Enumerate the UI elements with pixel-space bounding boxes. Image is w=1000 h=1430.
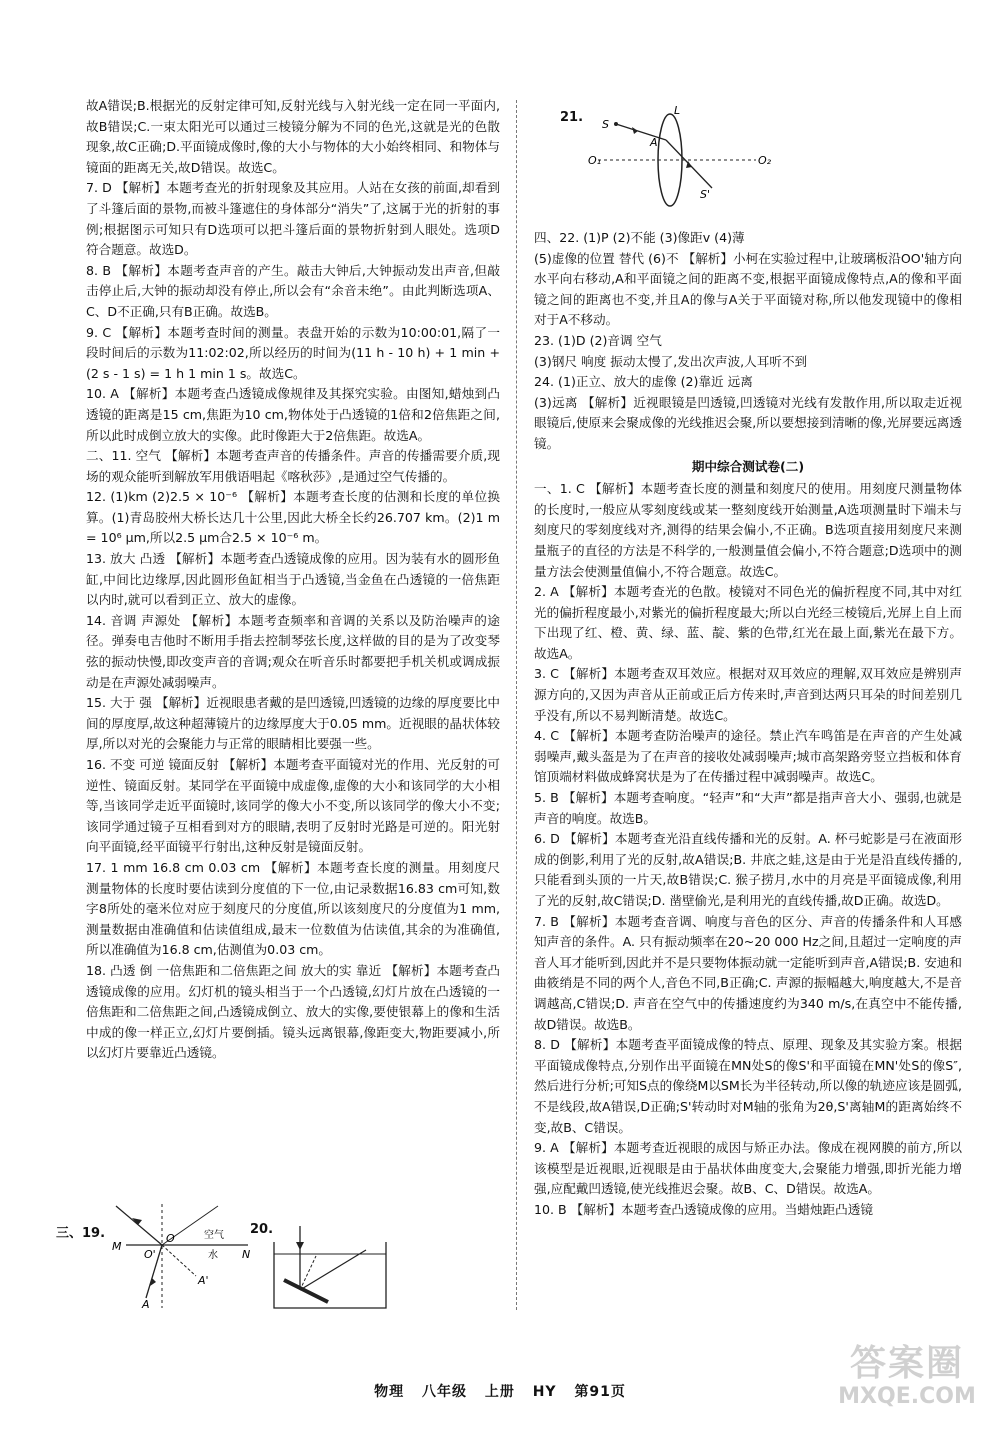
column-divider — [516, 100, 517, 1310]
answer-paragraph: 7. B 【解析】本题考查音调、响度与音色的区分、声音的传播条件和人耳感知声音的条件。A. 只有振动频率在20~20 000 Hz之间,且超过一定响度的声音人耳才能听到,因此并不是只要物体振动就一定能听到声音,A错误;B. 安迪和曲筱绡是不同的两个人,音色不同,B正确;C. 声源的振幅越大,响度越大,不是音调越高,C错误;D. 声音在空气中的传播速度约为340 m/s,在真空中不能传播,故D错误。故选B。 — [534, 913, 962, 1032]
fig19-letter-m: M — [112, 1240, 122, 1253]
answer-paragraph: 9. A 【解析】本题考查近视眼的成因与矫正办法。像成在视网膜的前方,所以该模型是近视眼,近视眼是由于晶状体曲度变大,会聚能力增强,即折光能力增强,应配戴凹透镜,使光线推迟会聚。故B、C、D错误。故选A。 — [534, 1140, 962, 1197]
answer-paragraph: 8. B 【解析】本题考查声音的产生。敲击大钟后,大钟振动发出声音,但敲击停止后,大钟的振动却没有停止,所以会有“余音未绝”。由此判断选项A、C、D不正确,只有B正确。故选B。 — [86, 262, 500, 319]
answer-paragraph: 17. 1 mm 16.8 cm 0.03 cm 【解析】本题考查长度的测量。用刻度尺测量物体的长度时要估读到分度值的下一位,由记录数据16.83 cm可知,数字8所处的毫米位对应于刻度尺的分度值,所以该刻度尺的分度值为1 mm,测量数据由准确值和估读值组成,最末一位数值为估读值,其余的为准确值,所以准确值为16.8 cm,估测值为0.03 cm。 — [86, 859, 500, 958]
answer-paragraph: 18. 凸透 倒 一倍焦距和二倍焦距之间 放大的实 靠近 【解析】本题考查凸透镜成像的应用。幻灯机的镜头相当于一个凸透镜,幻灯片放在凸透镜的一倍焦距和二倍焦距之间,凸透镜成倒立、放大的实像,要使银幕上的像和生活中成的像一样正立,幻灯片要倒插。镜头远离银幕,像距变大,物距要减小,所以幻灯片要靠近凸透镜。 — [86, 962, 500, 1061]
answer-paragraph: 23. (1)D (2)音调 空气 — [534, 332, 662, 348]
answer-paragraph: 8. D 【解析】本题考查平面镜成像的特点、原理、现象及其实验方案。根据平面镜成像特点,分别作出平面镜在MN处S的像S'和平面镜在MN'处S的像S″,然后进行分析;可知S点的像绕M以SM长为半径转动,所以像的轨迹应该是圆弧,不是线段,故A错误,D正确;S'转动时对M轴的张角为2θ,S'离轴M的距离始终不变,故B、C错误。 — [534, 1037, 962, 1135]
watermark-logo — [832, 1344, 982, 1414]
fig21-letter-s-prime: S' — [700, 188, 711, 201]
answer-paragraph: 24. (1)正立、放大的虚像 (2)靠近 远离 — [534, 374, 753, 390]
answer-paragraph: 故A错误;B.根据光的反射定律可知,反射光线与入射光线一定在同一平面内,故B错误;C.一束太阳光可以通过三棱镜分解为不同的色光,这就是光的色散现象,故C正确;D.平面镜成像时,像的大小与物体的大小始终相同、和物体与镜面的距离无关,故D错误。故选C。 — [86, 98, 500, 175]
answer-paragraph: 10. A 【解析】本题考查凸透镜成像规律及其探究实验。由图知,蜡烛到凸透镜的距离是15 cm,焦距为10 cm,物体处于凸透镜的1倍和2倍焦距之间,所以此时成倒立放大的实像。此时像距大于2倍焦距。故选A。 — [86, 386, 500, 443]
answer-paragraph: 4. C 【解析】本题考查防治噪声的途径。禁止汽车鸣笛是在声音的产生处减弱噪声,戴头盔是为了在声音的接收处减弱噪声;城市高架路旁竖立挡板和体育馆顶端材料做成蜂窝状是为了在传播过程中减弱噪声。故选C。 — [534, 728, 962, 785]
answer-paragraph: 2. A 【解析】本题考查光的色散。棱镜对不同色光的偏折程度不同,其中对红光的偏折程度最小,对紫光的偏折程度最大;所以白光经三棱镜后,光屏上自上而下出现了红、橙、黄、绿、蓝、靛、紫的色带,红光在最上面,紫光在最下方。故选A。 — [534, 584, 962, 661]
figure-20-label: 20. — [250, 1222, 274, 1237]
figure-20-mirror-diagram — [270, 1222, 390, 1312]
watermark-cn: 答案圈 — [849, 1343, 964, 1384]
fig21-letter-a: A — [650, 136, 658, 149]
figure-19-label: 三、19. — [56, 1226, 106, 1241]
fig19-medium-air: 空气 — [204, 1230, 224, 1241]
fig21-letter-s: S — [602, 118, 609, 131]
figure-21-label: 21. — [560, 110, 584, 125]
right-column — [534, 228, 962, 1221]
fig19-letter-o: O — [166, 1232, 175, 1245]
fig19-letter-o-prime: O' — [144, 1248, 156, 1261]
answer-paragraph: 3. C 【解析】本题考查双耳效应。根据对双耳效应的理解,双耳效应是辨别声源方向的,又因为声音从正前或正后方传来时,声音到达两只耳朵的时间差别几乎没有,所以不易判断清楚。故选C。 — [534, 666, 962, 723]
fig19-medium-water: 水 — [208, 1250, 218, 1261]
answer-paragraph: 14. 音调 声源处 【解析】本题考查频率和音调的关系以及防治噪声的途径。弹奏电吉他时不断用手指去控制琴弦长度,这样做的目的是为了改变琴弦的振动快慢,即改变声音的音调;观众在听音乐时都要把手机关机或调成振动是在声源处减弱噪声。 — [86, 612, 500, 690]
answer-paragraph: (5)虚像的位置 替代 (6)不 【解析】小柯在实验过程中,让玻璃板沿OO'轴方向水平向右移动,A和平面镜之间的距离不变,根据平面镜成像特点,A的像和平面镜之间的距离也不变,并且A的像与A关于平面镜对称,所以他发现镜中的像相对于A不移动。 — [534, 250, 962, 328]
watermark-en: MXQE.COM — [838, 1384, 976, 1409]
answer-paragraph: (3)钢尺 响度 振动太慢了,发出次声波,人耳听不到 — [534, 353, 808, 369]
answer-paragraph: 二、11. 空气 【解析】本题考查声音的传播条件。声音的传播需要介质,现场的观众能听到解放军用俄语唱起《喀秋莎》,是通过空气传播的。 — [86, 448, 500, 484]
figure-19-refraction-diagram — [108, 1200, 258, 1310]
answer-paragraph: 6. D 【解析】本题考查光沿直线传播和光的反射。A. 杯弓蛇影是弓在液面形成的倒影,利用了光的反射,故A错误;B. 井底之蛙,这是由于光是沿直线传播的,只能看到头顶的一片天,故B错误;C. 猴子捞月,水中的月亮是平面镜成像,利用了光的反射,故C错误;D. 凿壁偷光,是利用光的直线传播,故D正确。故选D。 — [534, 831, 962, 908]
right-column-answers — [534, 228, 962, 455]
fig21-letter-l: L — [674, 104, 681, 117]
answer-paragraph: 7. D 【解析】本题考查光的折射现象及其应用。人站在女孩的前面,却看到了斗篷后面的景物,而被斗篷遮住的身体部分“消失”了,这属于光的折射的事例;根据图示可知只有D选项可以把斗篷后面的景物折射到人眼处。选项D符合题意。故选D。 — [86, 180, 500, 258]
answer-paragraph: 9. C 【解析】本题考查时间的测量。表盘开始的示数为10:00:01,隔了一段时间后的示数为11:02:02,所以经历的时间为(11 h - 10 h) + 1 min + (2 s - 1 s) = 1 h 1 min 1 s。故选C。 — [86, 324, 500, 381]
fig19-letter-a: A — [142, 1298, 150, 1310]
answer-paragraph: 16. 不变 可逆 镜面反射 【解析】本题考查平面镜对光的作用、光反射的可逆性、镜面反射。某同学在平面镜中成虚像,虚像的大小和该同学的大小相等,当该同学走近平面镜时,该同学的像大小不变,所以该同学的像大小不变;该同学通过镜子互相看到对方的眼睛,表明了反射时光路是可逆的。阳光射向平面镜,经平面镜平行射出,这种反射是镜面反射。 — [86, 757, 500, 855]
left-column — [86, 96, 500, 1064]
answer-paragraph: 四、22. (1)P (2)不能 (3)像距v (4)薄 — [534, 230, 745, 245]
section-title: 期中综合测试卷(二) — [691, 458, 805, 474]
answer-paragraph: 一、1. C 【解析】本题考查长度的测量和刻度尺的使用。用刻度尺测量物体的长度时,一般应从零刻度线或某一整刻度线开始测量,A选项测量时下端未与刻度尺的零刻度线对齐,测得的结果会偏小,不正确。B选项直接用刻度尺来测量瓶子的直径的方法是不科学的,一般测量值会偏小,不符合题意;D选项中的测量方法会使测量值偏小,不符合题意。故选C。 — [534, 481, 962, 579]
right-column-solutions — [534, 479, 962, 1220]
fig21-letter-o1: O₁ — [588, 154, 602, 167]
fig21-letter-o2: O₂ — [758, 154, 772, 167]
answer-paragraph: 12. (1)km (2)2.5 × 10⁻⁶ 【解析】本题考查长度的估测和长度的单位换算。(1)青岛胶州大桥长达几十公里,因此大桥全长约26.707 km。(2)1 m = 10⁶ μm,所以2.5 μm合2.5 × 10⁻⁶ m。 — [86, 489, 500, 546]
footer-volume: 上册 — [484, 1384, 515, 1400]
fig19-letter-n: N — [242, 1248, 251, 1261]
answer-paragraph: 13. 放大 凸透 【解析】本题考查凸透镜成像的应用。因为装有水的圆形鱼缸,中间比边缘厚,因此圆形鱼缸相当于凸透镜,当金鱼在凸透镜的一倍焦距以内时,就可以看到正立、放大的虚像。 — [86, 551, 500, 608]
footer-grade: 八年级 — [421, 1384, 467, 1400]
answer-paragraph: 15. 大于 强 【解析】近视眼患者戴的是凹透镜,凹透镜的边缘的厚度要比中间的厚度厚,故这种超薄镜片的边缘厚度大于0.05 mm。近视眼的晶状体较厚,所以对光的会聚能力与正常的眼睛相比要强一些。 — [86, 695, 500, 752]
footer-subject: 物理 — [374, 1384, 405, 1400]
answer-paragraph: 10. B 【解析】本题考查凸透镜成像的应用。当蜡烛距凸透镜 — [534, 1201, 873, 1217]
footer-edition: HY — [532, 1384, 557, 1400]
figure-21-lens-diagram — [588, 104, 778, 212]
footer-page-number: 第91页 — [574, 1384, 626, 1400]
answer-paragraph: 5. B 【解析】本题考查响度。“轻声”和“大声”都是指声音大小、强弱,也就是声音的响度。故选B。 — [534, 790, 962, 826]
fig19-letter-a-prime: A' — [198, 1274, 209, 1287]
answer-paragraph: (3)远离 【解析】近视眼镜是凹透镜,凹透镜对光线有发散作用,所以取走近视眼镜后,使原来会聚成像的光线推迟会聚,所以要想接到清晰的像,光屏要远离透镜。 — [534, 394, 962, 451]
